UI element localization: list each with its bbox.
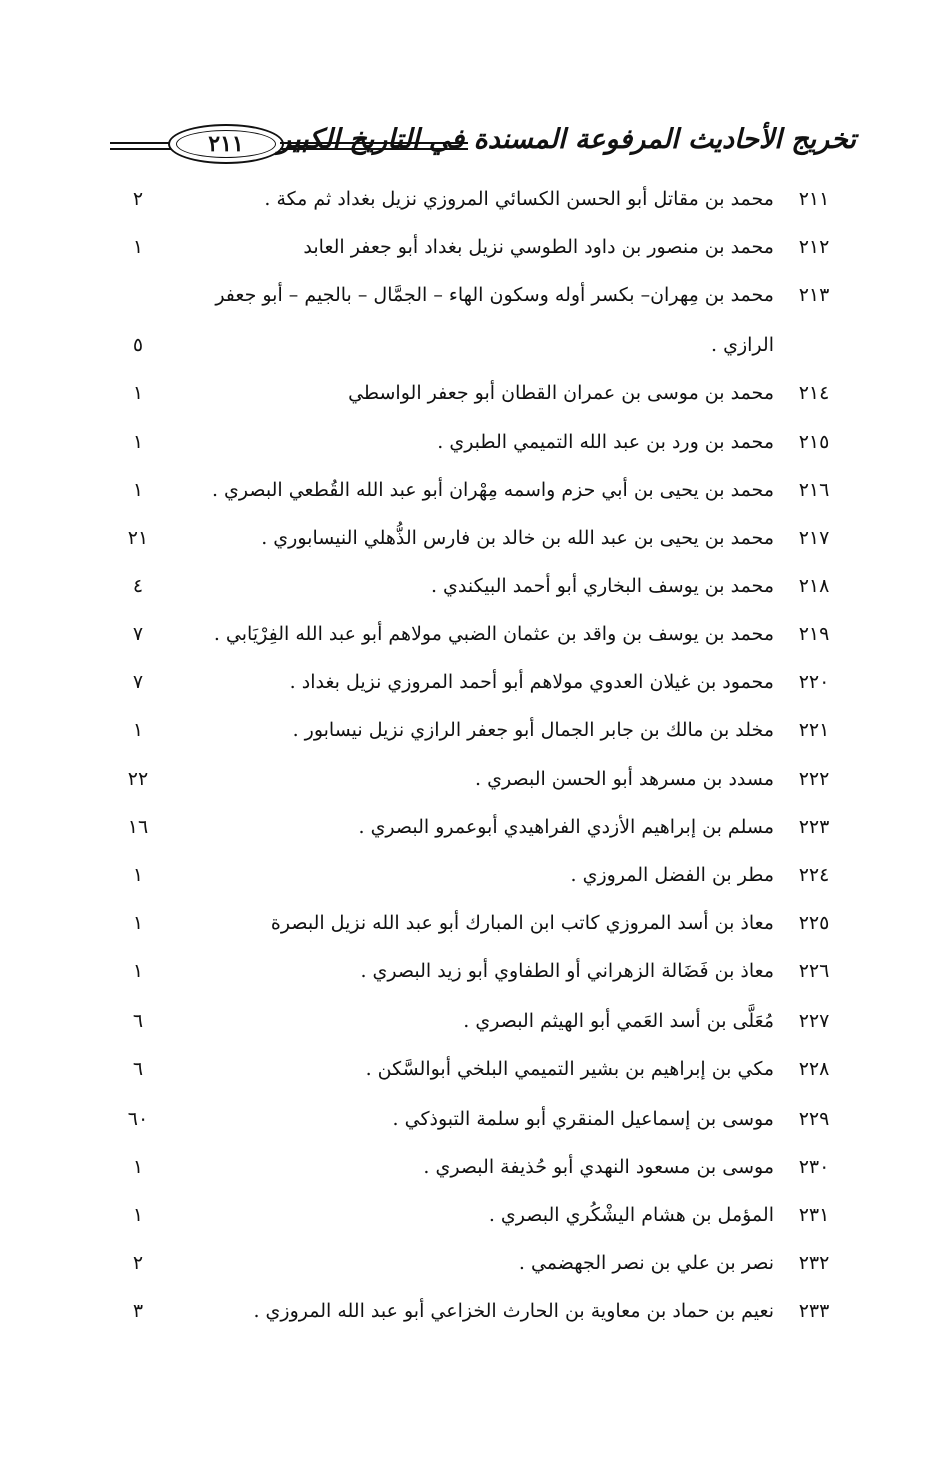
list-item [0,864,944,912]
entry-count: ٢٢ [127,768,149,790]
entry-name: مسلم بن إبراهيم الأزدي الفراهيدي أبوعمرو البصري . [358,816,774,838]
page-number-frame [168,124,284,164]
list-item [0,671,944,719]
entry-number: ٢١١ [798,188,830,210]
entry-number: ٢١٩ [798,623,830,645]
page-header [100,118,856,174]
entry-name: محمد بن مِهران– بكسر أوله وسكون الهاء – الجمَّال – بالجيم – أبو جعفر [215,284,774,306]
list-item [0,719,944,767]
entry-count: ٢ [132,188,144,210]
running-title: تخريج الأحاديث المرفوعة المسندة في التاريخ الكبير [278,124,856,155]
list-item [0,284,944,332]
list-item [0,1058,944,1106]
entry-name: مكي بن إبراهيم بن بشير التميمي البلخي أبوالسَّكن . [365,1058,774,1080]
entry-count: ١٦ [127,816,149,838]
list-item [0,1204,944,1252]
entry-name: معاذ بن أسد المروزي كاتب ابن المبارك أبو عبد الله نزيل البصرة [270,912,774,934]
entry-number: ٢١٣ [798,284,830,306]
entry-name: مخلد بن مالك بن جابر الجمال أبو جعفر الرازي نزيل نيسابور . [292,719,774,741]
header-rule [110,148,172,150]
entry-count: ١ [132,1204,144,1226]
list-item [0,768,944,816]
entry-name: محمد بن موسى بن عمران القطان أبو جعفر الواسطي [348,382,774,404]
list-item [0,479,944,527]
entry-count: ١ [132,864,144,886]
entry-name: محمد بن يوسف بن واقد بن عثمان الضبي مولاهم أبو عبد الله الفِرْيَابي . [213,623,774,645]
list-item [0,575,944,623]
entry-number: ٢١٥ [798,431,830,453]
entry-count: ٢ [132,1252,144,1274]
entry-count: ٦ [132,1010,144,1032]
entry-number: ٢٢٠ [798,671,830,693]
list-item [0,1156,944,1204]
entry-count: ١ [132,479,144,501]
entry-number: ٢٣٠ [798,1156,830,1178]
entry-name: معاذ بن فَضَالة الزهراني أو الطفاوي أبو زيد البصري . [360,960,774,982]
entry-number: ٢٢٥ [798,912,830,934]
entry-count: ١ [132,1156,144,1178]
entry-name: محمد بن ورد بن عبد الله التميمي الطبري . [437,431,774,453]
entry-count: ٦٠ [127,1108,149,1130]
entry-name: موسى بن مسعود النهدي أبو حُذيفة البصري . [423,1156,774,1178]
list-item [0,236,944,284]
entry-count: ٢١ [127,527,149,549]
page-number: ٢١١ [208,131,244,157]
entry-number: ٢٣٢ [798,1252,830,1274]
entry-name: محمود بن غيلان العدوي مولاهم أبو أحمد المروزي نزيل بغداد . [289,671,774,693]
entry-count: ١ [132,431,144,453]
entry-count: ٦ [132,1058,144,1080]
list-item [0,188,944,236]
entry-number: ٢٢٩ [798,1108,830,1130]
entry-count: ٤ [132,575,144,597]
entry-number: ٢١٤ [798,382,830,404]
entry-count: ١ [132,912,144,934]
entry-number: ٢١٨ [798,575,830,597]
entry-name: محمد بن مقاتل أبو الحسن الكسائي المروزي نزيل بغداد ثم مكة . [264,188,774,210]
entry-number: ٢٢٦ [798,960,830,982]
header-rule [110,142,172,144]
entry-number: ٢١٧ [798,527,830,549]
entry-count: ٧ [132,671,144,693]
entry-name: نعيم بن حماد بن معاوية بن الحارث الخزاعي أبو عبد الله المروزي . [253,1300,774,1322]
entry-number: ٢٣١ [798,1204,830,1226]
entry-name: محمد بن منصور بن داود الطوسي نزيل بغداد أبو جعفر العابد [303,236,774,258]
list-item [0,816,944,864]
list-item [0,1108,944,1156]
entry-count: ١ [132,719,144,741]
entry-count: ١ [132,382,144,404]
entry-number: ٢٢٤ [798,864,830,886]
entry-name: مُعَلَّى بن أسد العَمي أبو الهيثم البصري . [463,1010,774,1032]
entry-count: ٣ [132,1300,144,1322]
entry-number: ٢٢٣ [798,816,830,838]
list-item [0,431,944,479]
entry-name: نصر بن علي بن نصر الجهضمي . [518,1252,774,1274]
entry-name: موسى بن إسماعيل المنقري أبو سلمة التبوذكي . [392,1108,774,1130]
entry-count: ١ [132,960,144,982]
list-item [0,623,944,671]
entry-count: ١ [132,236,144,258]
list-item [0,960,944,1008]
entry-number: ٢٣٣ [798,1300,830,1322]
entry-number: ٢٢٧ [798,1010,830,1032]
entry-name-continuation: الرازي . [711,334,774,356]
entry-number: ٢١٦ [798,479,830,501]
entry-number: ٢٢٢ [798,768,830,790]
entry-number: ٢٢١ [798,719,830,741]
entry-name: محمد بن يحيى بن عبد الله بن خالد بن فارس الذُّهلي النيسابوري . [261,527,774,549]
entry-count: ٥ [132,334,144,356]
entry-name: محمد بن يحيى بن أبي حزم واسمه مِهْران أبو عبد الله القُطعي البصري . [211,479,774,501]
list-item [0,912,944,960]
list-item [0,1300,944,1348]
entry-count: ٧ [132,623,144,645]
entry-name: محمد بن يوسف البخاري أبو أحمد البيكندي . [430,575,774,597]
list-item [0,527,944,575]
entry-number: ٢١٢ [798,236,830,258]
list-item-continuation [0,334,944,382]
list-item [0,1252,944,1300]
entry-name: المؤمل بن هشام اليشْكُري البصري . [488,1204,774,1226]
entry-name: مطر بن الفضل المروزي . [570,864,774,886]
entry-name: مسدد بن مسرهد أبو الحسن البصري . [475,768,774,790]
list-item [0,382,944,430]
entry-number: ٢٢٨ [798,1058,830,1080]
list-item [0,1010,944,1058]
